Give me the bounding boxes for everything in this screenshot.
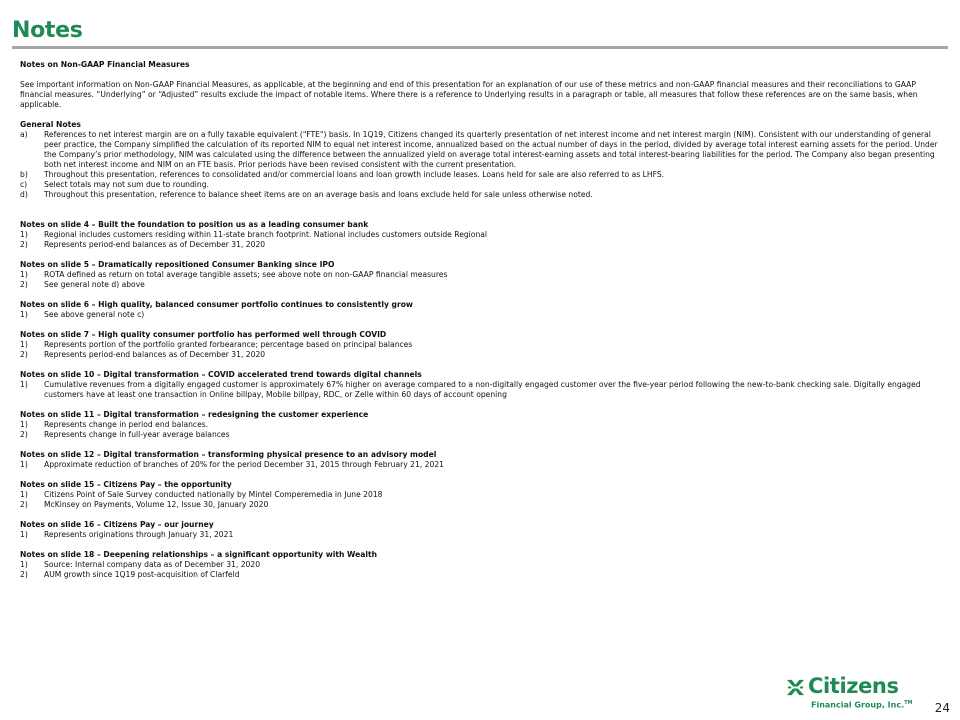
- note-item: [20, 530, 944, 540]
- note-text: Approximate reduction of branches of 20% for the period December 31, 2015 through February 21, 2021: [44, 460, 444, 469]
- note-text: ROTA defined as return on total average tangible assets; see above note on non-GAAP financial measures: [44, 270, 448, 279]
- note-marker: 2): [20, 240, 28, 249]
- title-divider: [12, 46, 948, 49]
- note-item: [20, 180, 944, 190]
- logo-trademark: TM: [904, 700, 913, 706]
- note-marker: 1): [20, 460, 28, 469]
- slide-note-section: [20, 450, 944, 470]
- slide-note-heading: Notes on slide 10 – Digital transformation – COVID accelerated trend towards digital channels: [20, 370, 422, 379]
- general-notes-list: [20, 130, 944, 200]
- logo-subtitle: Financial Group, Inc.™: [811, 700, 913, 710]
- notes-content: [20, 60, 944, 580]
- slide-note-section: [20, 550, 944, 580]
- note-item: [20, 430, 944, 440]
- note-marker: b): [20, 170, 28, 179]
- note-text: Represents change in full-year average balances: [44, 430, 230, 439]
- note-text: AUM growth since 1Q19 post-acquisition of Clarfeld: [44, 570, 240, 579]
- slide-note-section: [20, 410, 944, 440]
- note-marker: 1): [20, 530, 28, 539]
- note-item: [20, 270, 944, 280]
- note-marker: 1): [20, 310, 28, 319]
- note-marker: c): [20, 180, 28, 189]
- slide-note-heading: Notes on slide 6 – High quality, balanced consumer portfolio continues to consistently grow: [20, 300, 413, 309]
- note-item: [20, 420, 944, 430]
- note-marker: 1): [20, 560, 28, 569]
- note-text: Select totals may not sum due to rounding.: [44, 180, 209, 189]
- note-item: [20, 130, 944, 170]
- slide-note-section: [20, 330, 944, 360]
- note-marker: 2): [20, 430, 28, 439]
- slide-note-heading: Notes on slide 16 – Citizens Pay – our journey: [20, 520, 214, 529]
- slide-note-heading: Notes on slide 7 – High quality consumer portfolio has performed well through COVID: [20, 330, 387, 339]
- note-text: See general note d) above: [44, 280, 145, 289]
- slide-note-heading: Notes on slide 11 – Digital transformation – redesigning the customer experience: [20, 410, 369, 419]
- note-item: [20, 280, 944, 290]
- slide-note-section: [20, 220, 944, 250]
- nongaap-heading: Notes on Non-GAAP Financial Measures: [20, 60, 190, 69]
- note-marker: 2): [20, 350, 28, 359]
- note-item: [20, 490, 944, 500]
- note-marker: 1): [20, 340, 28, 349]
- note-marker: d): [20, 190, 28, 199]
- note-item: [20, 560, 944, 570]
- page-title: Notes: [12, 18, 83, 43]
- note-marker: 2): [20, 570, 28, 579]
- note-marker: a): [20, 130, 28, 139]
- note-item: [20, 170, 944, 180]
- note-text: See above general note c): [44, 310, 145, 319]
- note-item: [20, 190, 944, 200]
- note-item: [20, 570, 944, 580]
- slide-notes: [20, 220, 944, 580]
- note-text: Throughout this presentation, references to consolidated and/or commercial loans and loan growth include leases. Loans held for sale are also referred to as LHFS.: [44, 170, 665, 179]
- note-item: [20, 350, 944, 360]
- slide-note-heading: Notes on slide 5 – Dramatically repositioned Consumer Banking since IPO: [20, 260, 335, 269]
- slide-note-heading: Notes on slide 18 – Deepening relationships – a significant opportunity with Wealth: [20, 550, 378, 559]
- citizens-logo-icon: [786, 678, 805, 697]
- note-text: McKinsey on Payments, Volume 12, Issue 30, January 2020: [44, 500, 269, 509]
- note-item: [20, 230, 944, 240]
- note-marker: 2): [20, 500, 28, 509]
- slide-note-heading: Notes on slide 15 – Citizens Pay – the opportunity: [20, 480, 232, 489]
- note-text: Source: Internal company data as of December 31, 2020: [44, 560, 261, 569]
- page-number: 24: [934, 701, 950, 715]
- note-item: [20, 240, 944, 250]
- slide-note-section: [20, 480, 944, 510]
- note-text: Cumulative revenues from a digitally engaged customer is approximately 67% higher on average compared to a non-digitally engaged customer over the five-year period following the new-to-bank checking sale. Digitally engaged customers have at least one transaction in Online billpay, Mobile billpay, RDC, or Zelle within 60 days of account opening: [44, 380, 921, 399]
- note-text: Represents change in period end balances.: [44, 420, 209, 429]
- note-marker: 1): [20, 490, 28, 499]
- citizens-logo: [786, 674, 913, 711]
- note-marker: 1): [20, 420, 28, 429]
- note-item: [20, 310, 944, 320]
- slide-note-heading: Notes on slide 4 – Built the foundation to position us as a leading consumer bank: [20, 220, 369, 229]
- note-text: Throughout this presentation, reference to balance sheet items are on an average basis and loans exclude held for sale unless otherwise noted.: [44, 190, 593, 199]
- note-text: Represents portion of the portfolio granted forbearance; percentage based on principal balances: [44, 340, 413, 349]
- note-marker: 1): [20, 270, 28, 279]
- slide-note-heading: Notes on slide 12 – Digital transformation – transforming physical presence to an advisory model: [20, 450, 437, 459]
- note-marker: 1): [20, 380, 28, 389]
- nongaap-text: See important information on Non-GAAP Financial Measures, as applicable, at the beginning and end of this presentation for an explanation of our use of these metrics and non-GAAP financial measures and their reconciliations to GAAP financial measures. “Underlying” or “Adjusted” results exclude the impact of notable items. Where there is a reference to Underlying results in a paragraph or table, all measures that follow these references are on the same basis, when applicable.: [20, 80, 918, 109]
- slide-note-section: [20, 300, 944, 320]
- note-text: Citizens Point of Sale Survey conducted nationally by Mintel Comperemedia in June 2018: [44, 490, 383, 499]
- slide-note-section: [20, 260, 944, 290]
- note-item: [20, 460, 944, 470]
- note-marker: 2): [20, 280, 28, 289]
- note-text: Represents period-end balances as of December 31, 2020: [44, 350, 266, 359]
- note-text: References to net interest margin are on a fully taxable equivalent ("FTE") basis. In 1Q19, Citizens changed its quarterly presentation of net interest income and net interest margin (NIM). Consistent with our understanding of general peer practice, the Company simplified the calculation of its reported NIM to equal net interest income, annualized based on the actual number of days in the period, divided by average total interest earning assets for the period. Under the Company’s prior methodology, NIM was calculated using the difference between the annualized yield on average total interest-earning assets and total interest-bearing liabilities for the period. The Company also began presenting both net interest income and NIM on an FTE basis. Prior periods have been revised consistent with the current presentation.: [44, 130, 938, 169]
- slide-note-section: [20, 370, 944, 400]
- note-text: Represents originations through January 31, 2021: [44, 530, 234, 539]
- note-item: [20, 380, 944, 400]
- note-text: Represents period-end balances as of December 31, 2020: [44, 240, 266, 249]
- general-notes-heading: General Notes: [20, 120, 81, 129]
- note-item: [20, 340, 944, 350]
- logo-name: Citizens: [808, 674, 899, 698]
- note-marker: 1): [20, 230, 28, 239]
- note-text: Regional includes customers residing within 11-state branch footprint. National includes customers outside Regional: [44, 230, 488, 239]
- note-item: [20, 500, 944, 510]
- slide-note-section: [20, 520, 944, 540]
